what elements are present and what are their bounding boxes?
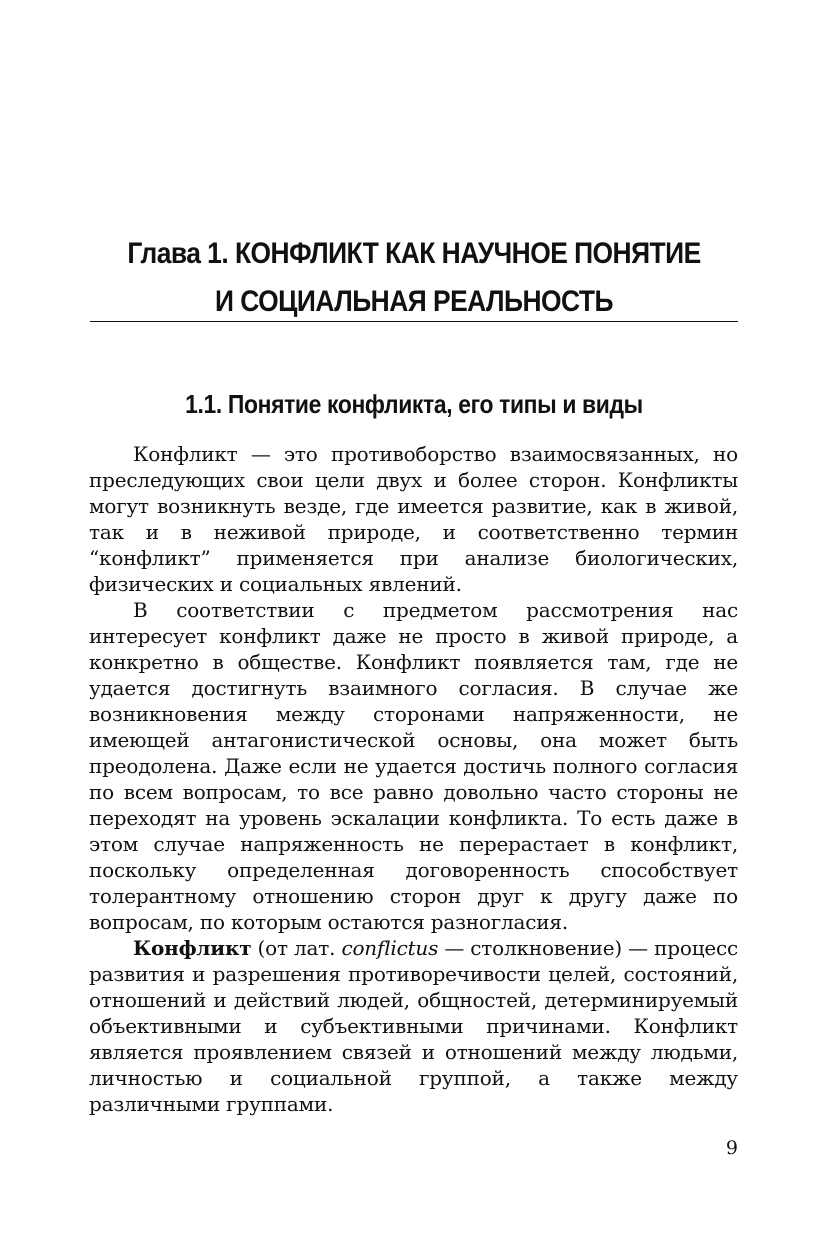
chapter-title bbox=[102, 230, 725, 326]
paragraph-1: Конфликт — это противоборство взаимосвязанных, но преследующих свои цели двух и более сторон. Конфликты могут возникнуть везде, где имеется развитие, как в живой, так и в неживой природе, и соответственно термин “конфликт” применяется при анализе биологических, физических и социальных явлений. bbox=[89, 442, 738, 596]
definition-term: Конфликт bbox=[133, 936, 252, 960]
paragraph-3 bbox=[89, 935, 738, 1117]
latin-term: conflictus bbox=[341, 936, 439, 960]
body-text bbox=[89, 441, 738, 1117]
definition-prefix: (от лат. bbox=[251, 936, 342, 960]
page-number: 9 bbox=[725, 1137, 738, 1159]
chapter-divider bbox=[90, 321, 738, 322]
chapter-title-line-1: Глава 1. КОНФЛИКТ КАК НАУЧНОЕ ПОНЯТИЕ bbox=[127, 237, 701, 270]
section-title: 1.1. Понятие конфликта, его типы и виды bbox=[185, 389, 643, 419]
chapter-title-line-2: И СОЦИАЛЬНАЯ РЕАЛЬНОСТЬ bbox=[215, 285, 613, 318]
paragraph-2: В соответствии с предметом рассмотрения нас интересует конфликт даже не просто в живой природе, а конкретно в обществе. Конфликт появляется там, где не удается достигнуть взаимного согласия. В случае же возникновения между сторонами напряженности, не имеющей антагонистической основы, она может быть преодолена. Даже если не удается достичь полного согласия по всем вопросам, то все равно довольно часто стороны не переходят на уровень эскалации конфликта. То есть даже в этом случае напряженность не перерастает в конфликт, поскольку определенная договоренность способствует толерантному отношению сторон друг к другу даже по вопросам, по которым остаются разногласия. bbox=[89, 598, 738, 934]
definition-text: — столкновение) — процесс развития и разрешения противоречивости целей, состояний, отношений и действий людей, общностей, детерминируемый объективными и субъективными причинами. Конфликт является проявлением связей и отношений между людьми, личностью и социальной группой, а также между различными группами. bbox=[89, 936, 738, 1116]
